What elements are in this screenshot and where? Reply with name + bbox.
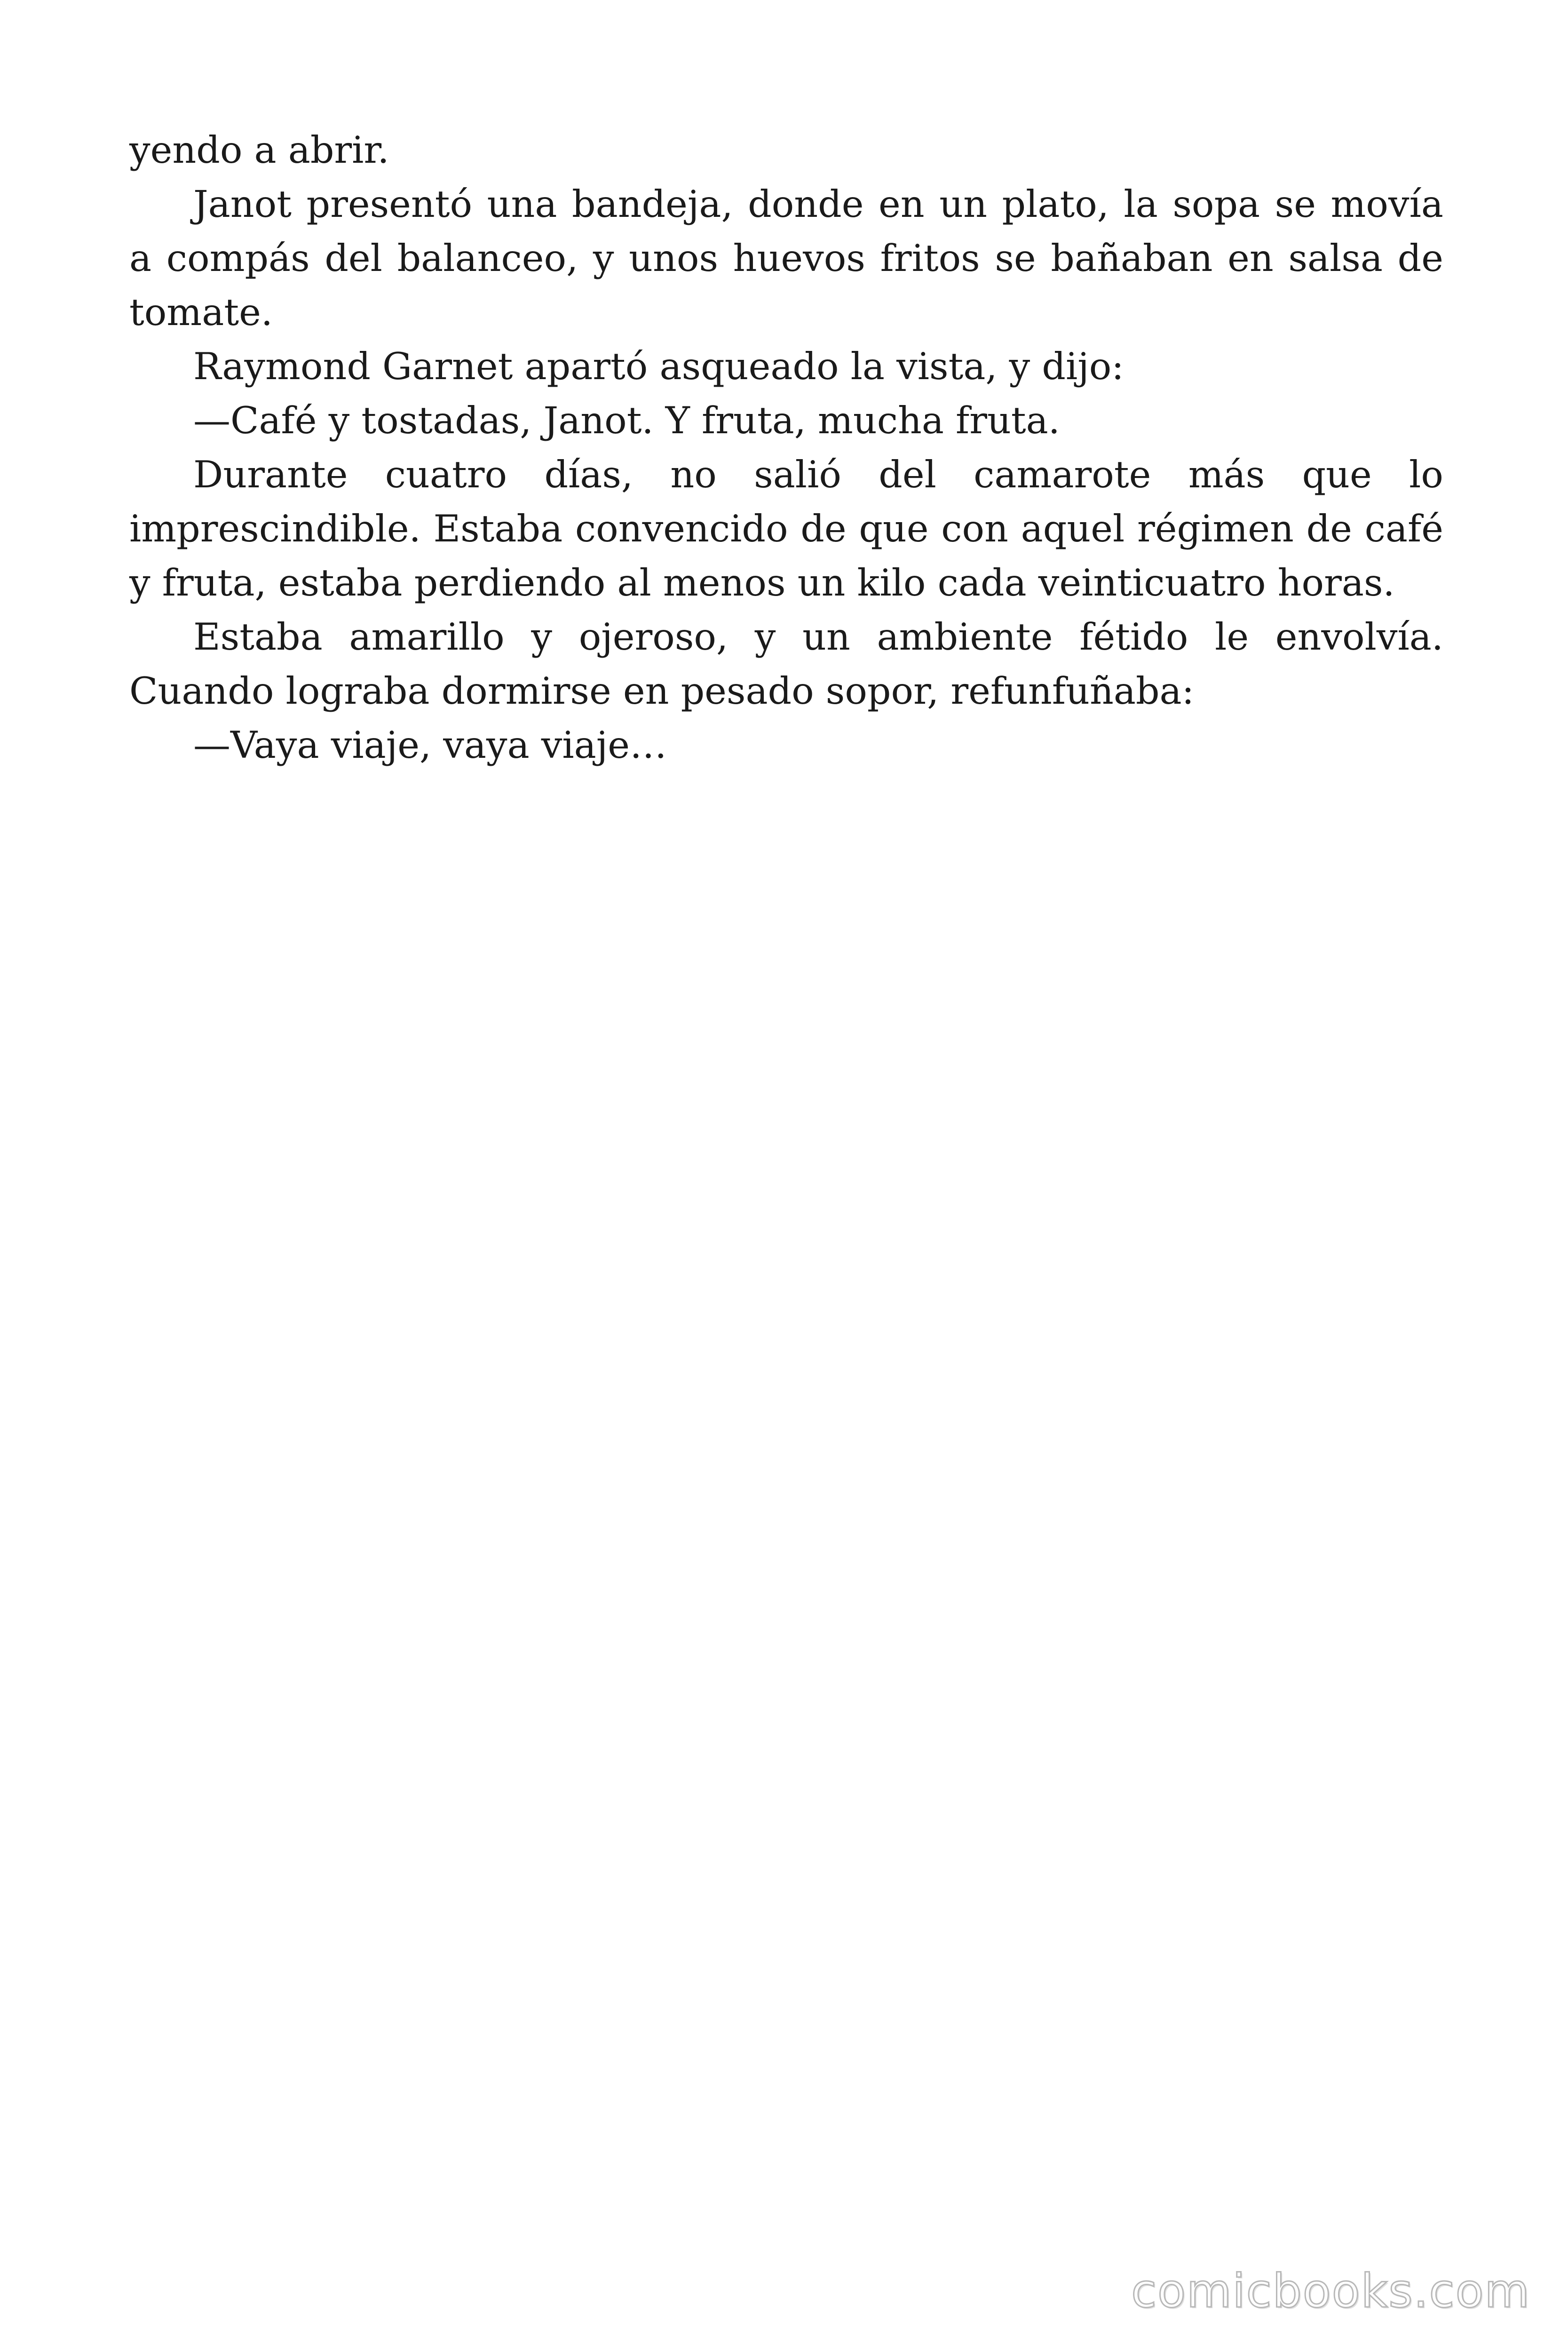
- watermark: comicbooks.com: [1131, 2265, 1530, 2318]
- paragraph: Raymond Garnet apartó asqueado la vista, y dijo:: [193, 345, 1124, 388]
- dialogue-line: —Café y tostadas, Janot. Y fruta, mucha fruta.: [193, 399, 1060, 442]
- paragraph: Estaba amarillo y ojeroso, y un ambiente fétido le envolvía. Cuando lograba dormirse en pesado sopor, refunfuñaba:: [129, 615, 1443, 713]
- paragraph: yendo a abrir.: [129, 128, 389, 172]
- paragraph: Durante cuatro días, no salió del camarote más que lo imprescindible. Estaba convencido de que con aquel régimen de café y fruta, estaba perdiendo al menos un kilo cada veinticuatro horas.: [129, 453, 1443, 604]
- body-text: [129, 123, 1443, 772]
- dialogue-line: —Vaya viaje, vaya viaje…: [193, 723, 667, 767]
- paragraph: Janot presentó una bandeja, donde en un plato, la sopa se movía a compás del balanceo, y unos huevos fritos se bañaban en salsa de tomate.: [129, 183, 1443, 334]
